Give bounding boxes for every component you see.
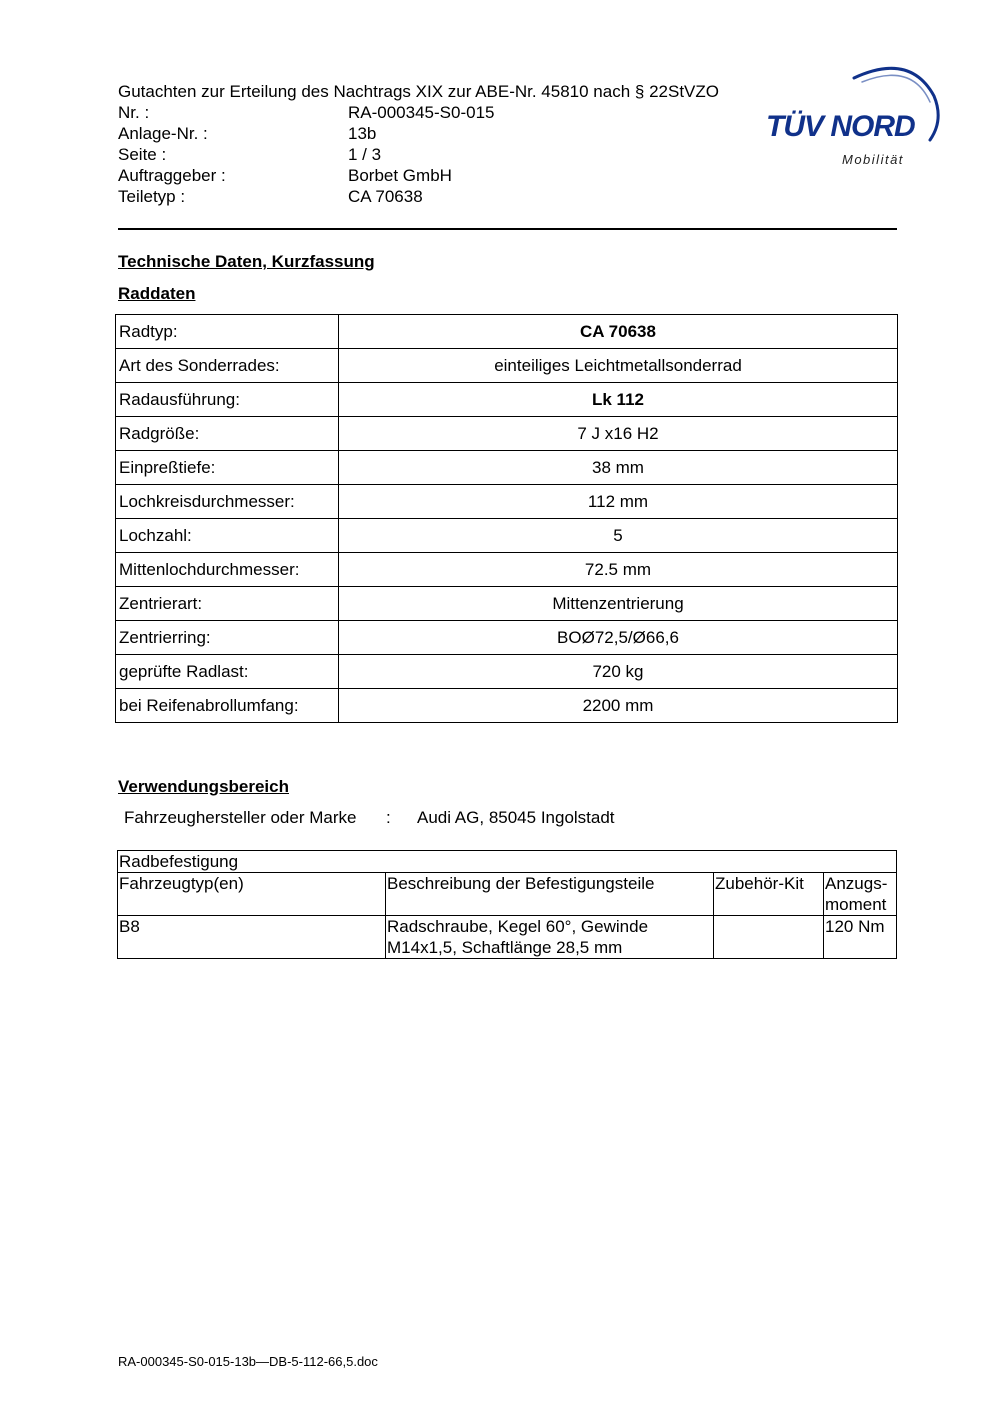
table-row	[116, 655, 898, 689]
header-label: Nr. :	[118, 103, 150, 122]
cell-vehicle-type: B8	[118, 916, 386, 959]
wheel-row-label: Art des Sonderrades:	[116, 349, 339, 383]
wheel-row-label: Radgröße:	[116, 417, 339, 451]
wheel-row-value: 720 kg	[339, 655, 898, 689]
wheel-row-value: 7 J x16 H2	[339, 417, 898, 451]
wheel-row-label: Lochkreisdurchmesser:	[116, 485, 339, 519]
wheel-row-label: Zentrierring:	[116, 621, 339, 655]
wheel-row-value: 112 mm	[339, 485, 898, 519]
section-wheel-title: Raddaten	[118, 284, 196, 303]
cell-torque: 120 Nm	[824, 916, 897, 959]
header-cell-vehicle-type: Fahrzeugtyp(en)	[118, 873, 386, 916]
header-value: Borbet GmbH	[348, 166, 452, 185]
header-row-number	[118, 102, 798, 123]
wheel-row-label: Einpreßtiefe:	[116, 451, 339, 485]
wheel-row-value: einteiliges Leichtmetallsonderrad	[339, 349, 898, 383]
manufacturer-line	[124, 808, 615, 828]
wheel-mounting-table	[117, 850, 897, 959]
table-row	[118, 916, 897, 959]
header-value: RA-000345-S0-015	[348, 103, 495, 122]
header-divider	[118, 228, 897, 230]
mounting-table-title: Radbefestigung	[118, 851, 897, 873]
wheel-row-label: Lochzahl:	[116, 519, 339, 553]
section-technical-title: Technische Daten, Kurzfassung	[118, 252, 375, 271]
logo-sub-text: Mobilität	[842, 152, 904, 167]
wheel-row-value: 2200 mm	[339, 689, 898, 723]
table-row	[116, 553, 898, 587]
manufacturer-value: Audi AG, 85045 Ingolstadt	[417, 808, 615, 827]
header-label: Anlage-Nr. :	[118, 124, 208, 143]
header-cell-torque: Anzugs- moment	[824, 873, 897, 916]
logo-brand-text: TÜV NORD	[766, 110, 915, 143]
wheel-row-value: 72.5 mm	[339, 553, 898, 587]
tuv-nord-logo	[762, 58, 942, 173]
wheel-row-value: BOØ72,5/Ø66,6	[339, 621, 898, 655]
wheel-row-label: geprüfte Radlast:	[116, 655, 339, 689]
header-label: Seite :	[118, 145, 167, 164]
header-cell-description: Beschreibung der Befestigungsteile	[386, 873, 714, 916]
table-row	[116, 621, 898, 655]
wheel-row-value: 5	[339, 519, 898, 553]
wheel-row-label: Mittenlochdurchmesser:	[116, 553, 339, 587]
wheel-row-label: bei Reifenabrollumfang:	[116, 689, 339, 723]
header-row-page	[118, 144, 798, 165]
header-row-attachment	[118, 123, 798, 144]
header-label: Auftraggeber :	[118, 166, 226, 185]
table-row	[116, 451, 898, 485]
table-row	[116, 349, 898, 383]
header-row-part-type	[118, 186, 798, 207]
document-title: Gutachten zur Erteilung des Nachtrags XIX zur ABE-Nr. 45810 nach § 22StVZO	[118, 82, 719, 101]
header-value: CA 70638	[348, 187, 423, 206]
table-row	[116, 689, 898, 723]
wheel-row-value: Mittenzentrierung	[339, 587, 898, 621]
table-row	[116, 417, 898, 451]
table-row	[116, 315, 898, 349]
manufacturer-separator: :	[386, 808, 391, 827]
cell-description: Radschraube, Kegel 60°, Gewinde M14x1,5, Schaftlänge 28,5 mm	[386, 916, 714, 959]
footer-filename: RA-000345-S0-015-13b—DB-5-112-66,5.doc	[118, 1354, 378, 1369]
table-row	[116, 485, 898, 519]
header-row-client	[118, 165, 798, 186]
wheel-row-label: Zentrierart:	[116, 587, 339, 621]
table-row	[116, 519, 898, 553]
wheel-data-table	[115, 314, 898, 723]
header-value: 13b	[348, 124, 377, 143]
cell-kit	[714, 916, 824, 959]
header-label: Teiletyp :	[118, 187, 186, 206]
header-cell-kit: Zubehör-Kit	[714, 873, 824, 916]
wheel-row-value: 38 mm	[339, 451, 898, 485]
table-row	[116, 383, 898, 417]
document-header	[118, 81, 798, 207]
wheel-row-value: Lk 112	[339, 383, 898, 417]
wheel-row-label: Radtyp:	[116, 315, 339, 349]
section-usage-title: Verwendungsbereich	[118, 777, 289, 796]
table-row	[116, 587, 898, 621]
manufacturer-label: Fahrzeughersteller oder Marke	[124, 808, 357, 827]
wheel-row-value: CA 70638	[339, 315, 898, 349]
header-value: 1 / 3	[348, 145, 382, 164]
wheel-row-label: Radausführung:	[116, 383, 339, 417]
mounting-table-header	[118, 873, 897, 916]
